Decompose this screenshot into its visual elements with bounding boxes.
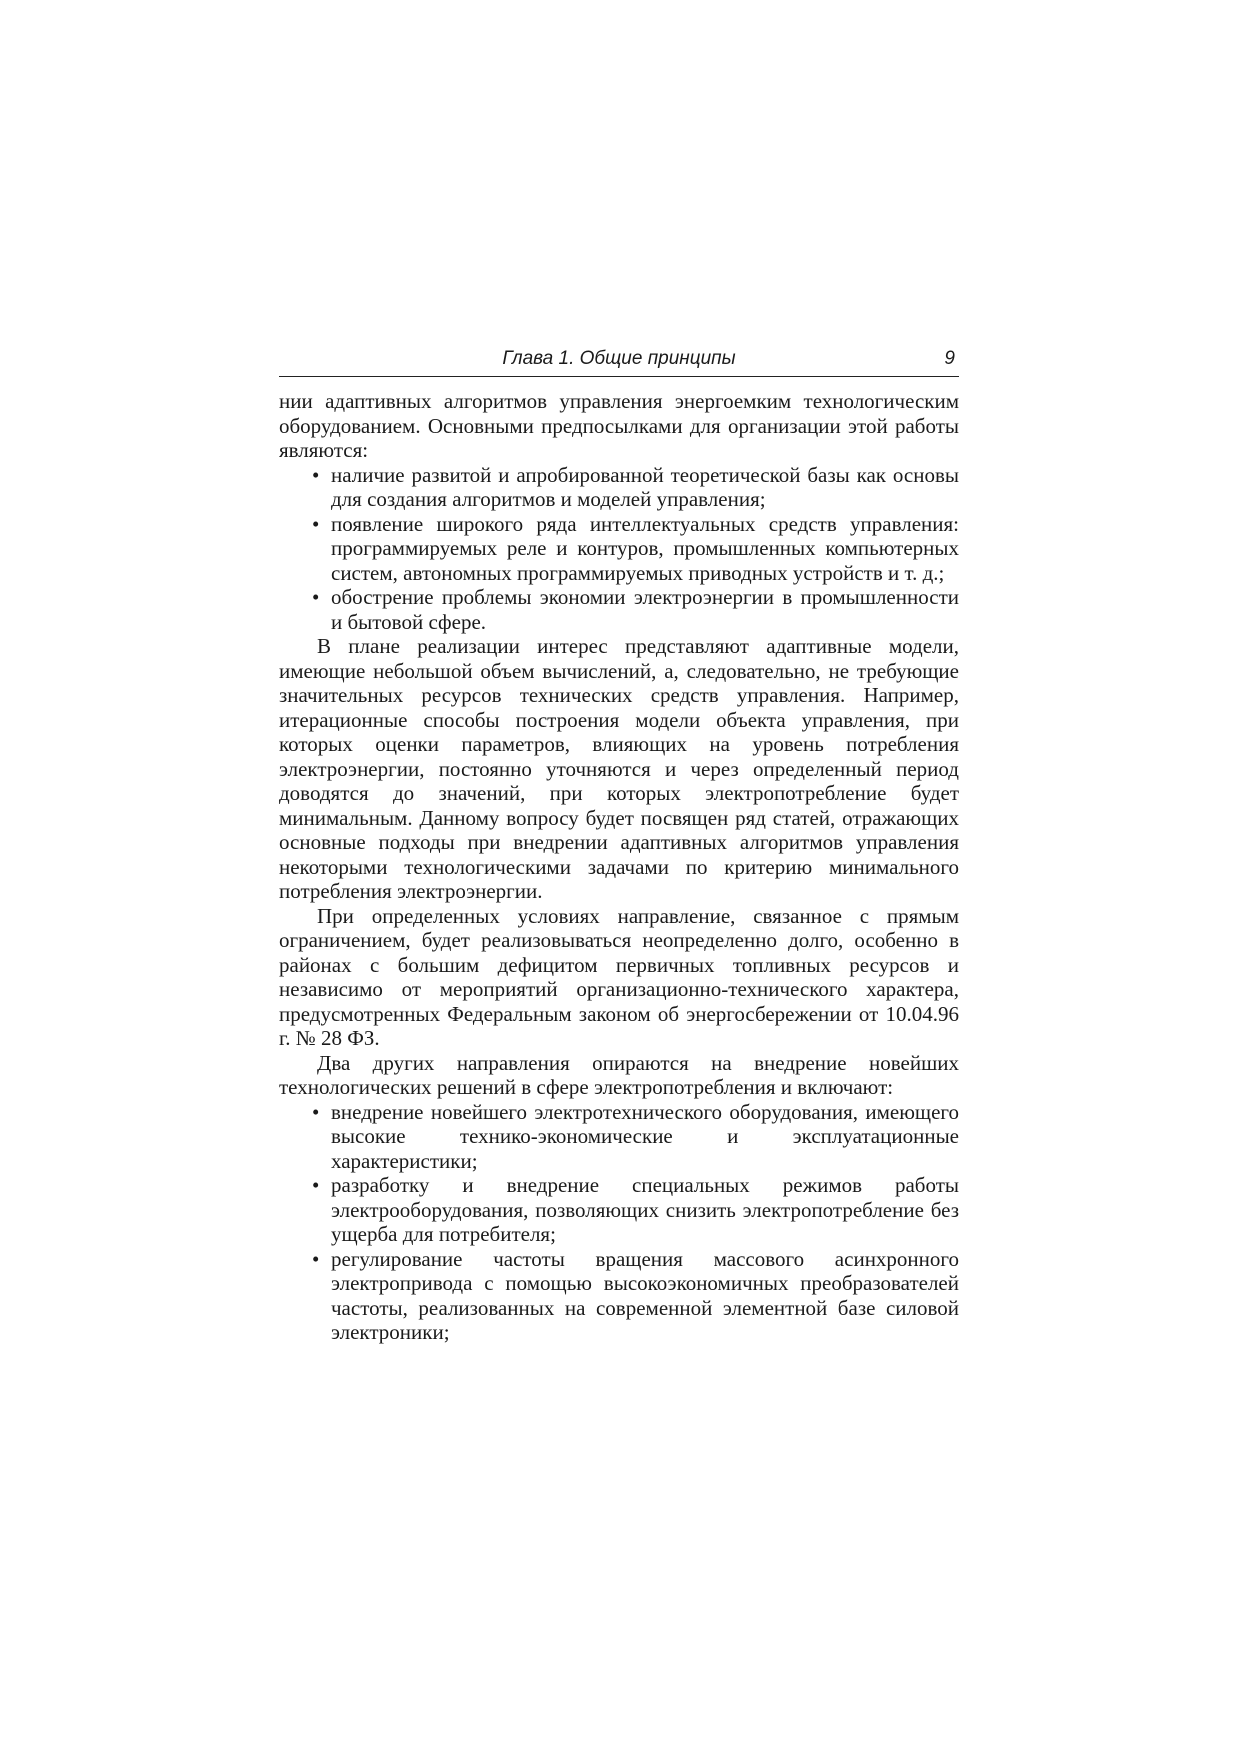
- bullet-list: [279, 1100, 959, 1345]
- bullet-list: [279, 463, 959, 635]
- running-header: [279, 348, 959, 377]
- list-item: [312, 462, 959, 512]
- list-item-text: появление широкого ряда интеллектуальных средств управления: программируемых реле и контуров, промышленных компьютерных систем, автономных программируемых приводных устройств и т. д.;: [331, 511, 959, 585]
- list-item-text: разработку и внедрение специальных режимов работы электрооборудования, позволяющих снизить электропотребление без ущерба для потребителя;: [331, 1173, 959, 1246]
- list-item: [312, 1099, 959, 1174]
- bullet-icon: •: [312, 1173, 320, 1197]
- list-item-text: регулирование частоты вращения массового асинхронного электропривода с помощью высокоэкономичных преобразователей частоты, реализованных на современной элементной базе силовой электроники;: [331, 1246, 959, 1344]
- paragraph: При определенных условиях направление, связанное с прямым ограничением, будет реализовываться неопределенно долго, особенно в районах с большим дефицитом первичных топливных ресурсов и независимо от мероприятий организационно-технического характера, предусмотренных Федеральным законом об энергосбережении от 10.04.96 г. № 28 ФЗ.: [279, 903, 959, 1050]
- list-item-text: наличие развитой и апробированной теоретической базы как основы для создания алгоритмов и моделей управления;: [331, 462, 959, 511]
- list-item: [312, 585, 959, 634]
- list-item: [312, 1246, 959, 1345]
- book-page: [279, 348, 959, 1345]
- list-item-text: внедрение новейшего электротехнического оборудования, имеющего высокие технико-экономические и эксплуатационные характеристики;: [331, 1099, 959, 1173]
- paragraph: В плане реализации интерес представляют адаптивные модели, имеющие небольшой объем вычислений, а, следовательно, не требующие значительных ресурсов технических средств управления. Например, итерационные способы построения модели объекта управления, при которых оценки параметров, влияющих на уровень потребления электроэнергии, постоянно уточняются и через определенный период доводятся до значений, при которых электропотребление будет минимальным. Данному вопросу будет посвящен ряд статей, отражающих основные подходы при внедрении адаптивных алгоритмов управления некоторыми технологическими задачами по критерию минимального потребления электроэнергии.: [279, 634, 959, 903]
- list-item-text: обострение проблемы экономии электроэнергии в промышленности и бытовой сфере.: [331, 585, 959, 634]
- bullet-icon: •: [312, 585, 320, 609]
- chapter-title: Глава 1. Общие принципы: [502, 348, 736, 369]
- bullet-icon: •: [312, 462, 320, 487]
- list-item: [312, 1173, 959, 1247]
- page-number: 9: [944, 348, 955, 369]
- paragraph: нии адаптивных алгоритмов управления энергоемким технологическим оборудованием. Основными предпосылками для организации этой работы являются:: [279, 389, 959, 462]
- bullet-icon: •: [312, 511, 320, 536]
- body-text: [279, 389, 959, 1345]
- bullet-icon: •: [312, 1099, 320, 1124]
- list-item: [312, 511, 959, 586]
- bullet-icon: •: [312, 1246, 320, 1271]
- paragraph: Два других направления опираются на внедрение новейших технологических решений в сфере электропотребления и включают:: [279, 1050, 959, 1099]
